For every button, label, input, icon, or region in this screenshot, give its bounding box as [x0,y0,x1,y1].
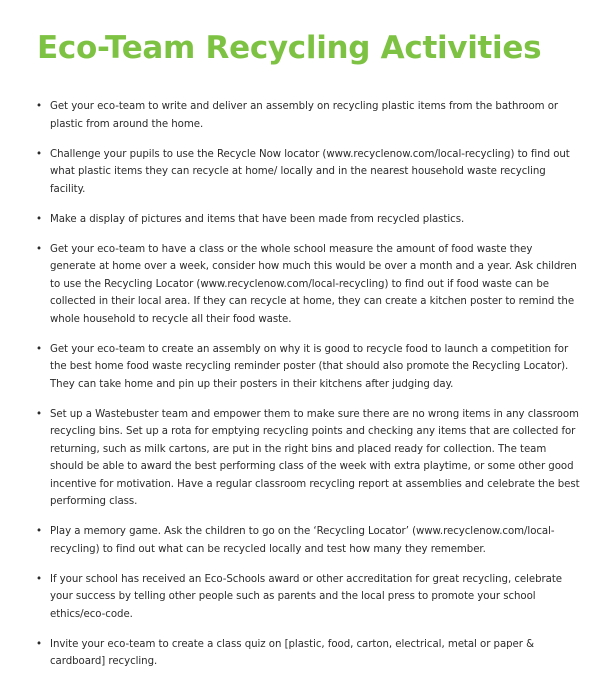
list-item: • Get your eco-team to create an assembly on why it is good to recycle food to launch a competition for the best home food waste recycling reminder poster (that should also promote the Recycling Locator). They can take home and pin up their posters in their kitchens after judging day. [36,341,581,394]
list-item: • Set up a Wastebuster team and empower them to make sure there are no wrong items in any classroom recycling bins. Set up a rota for emptying recycling points and checking any items that are collected for returning, such as milk cartons, are put in the right bins and placed ready for collection. The team should be able to award the best performing class of the week with extra playtime, or some other good incentive for motivation. Have a regular classroom recycling report at assemblies and celebrate the best performing class. [36,406,581,511]
list-item: • Get your eco-team to write and deliver an assembly on recycling plastic items from the bathroom or plastic from around the home. [36,98,581,133]
list-item: • Challenge your pupils to use the Recycle Now locator (www.recyclenow.com/local-recycling) to find out what plastic items they can recycle at home/ locally and in the nearest household waste recycling facility. [36,146,581,199]
list-item: • Make a display of pictures and items that have been made from recycled plastics. [36,211,581,229]
list-item: • Play a memory game. Ask the children to go on the ‘Recycling Locator’ (www.recyclenow.com/local-recycling) to find out what can be recycled locally and test how many they remember. [36,523,581,558]
list-item: • Invite your eco-team to create a class quiz on [plastic, food, carton, electrical, metal or paper & cardboard] recycling. [36,636,581,671]
list-item: • If your school has received an Eco-Schools award or other accreditation for great recycling, celebrate your success by telling other people such as parents and the local press to promote your school ethics/eco-code. [36,571,581,624]
document-title: Eco-Team Recycling Activities [37,30,542,66]
list-item: • Get your eco-team to have a class or the whole school measure the amount of food waste they generate at home over a week, consider how much this would be over a month and a year. Ask children to use the Recycling Locator (www.recyclenow.com/local-recycling) to find out if food waste can be collected in their local area. If they can recycle at home, they can create a kitchen poster to remind the whole household to recycle all their food waste. [36,241,581,329]
activity-list [36,98,581,683]
